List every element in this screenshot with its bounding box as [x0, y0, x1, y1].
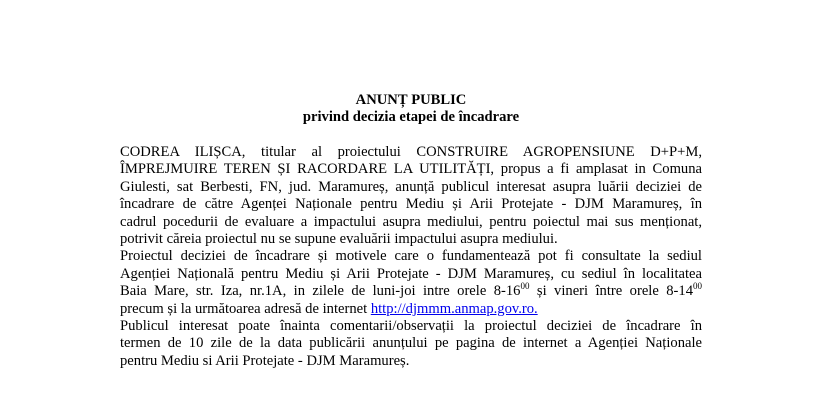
text-line: Giulesti, sat Berbesti, FN, jud. Maramureș, anunță publicul interesat asupra luării deciziei de	[120, 178, 702, 195]
website-intro: precum și la următoarea adresă de internet	[120, 300, 371, 317]
text-line-website	[120, 301, 702, 318]
text-line: încadrare de către Agenței Naționale pentru Mediu și Arii Protejate - DJM Maramureș, în	[120, 196, 702, 213]
hours-text-1: Baia Mare, str. Iza, nr.1A, in zilele de luni-joi intre orele 8-16	[120, 283, 521, 300]
page-title: ANUNȚ PUBLIC	[355, 92, 467, 108]
text-line: cadrul pocedurii de evaluare a impactului asupra mediului, pentru poiectul mai sus menționat,	[120, 213, 702, 230]
text-line: potrivit căreia proiectul nu se supune evaluării impactului asupra mediului.	[120, 231, 558, 248]
paragraph-1	[120, 144, 702, 248]
text-line: pentru Mediu si Arii Protejate - DJM Maramureș.	[120, 352, 410, 369]
text-line: Proiectul deciziei de încadrare și motivele care o fundamentează pot fi consultate la sediul	[120, 248, 702, 265]
hours-text-2: și vineri între orele 8-14	[529, 283, 693, 300]
text-line: CODREA ILIȘCA, titular al proiectului CONSTRUIRE AGROPENSIUNE D+P+M,	[120, 144, 702, 160]
text-line: Agenției Națională pentru Mediu și Arii Protejate - DJM Maramureș, cu sediul în localitatea	[120, 265, 702, 282]
page-subtitle: privind decizia etapei de încadrare	[302, 109, 520, 125]
website-link[interactable]: http://djmmm.anmap.gov.ro.	[370, 300, 538, 317]
paragraph-2	[120, 248, 702, 318]
announcement-body	[120, 144, 702, 370]
text-line: termen de 10 zile de la data publicării anunțului pe pagina de internet a Agenției Naționale	[120, 335, 702, 352]
text-line: ÎMPREJMUIRE TEREN ȘI RACORDARE LA UTILITĂȚI, propus a fi amplasat in Comuna	[120, 161, 702, 178]
paragraph-3	[120, 318, 702, 370]
hours-superscript-2: 00	[693, 281, 702, 292]
text-line-hours	[120, 283, 702, 300]
text-line: Publicul interesat poate înainta comentarii/observații la proiectul deciziei de încadrare în	[120, 318, 702, 335]
hours-superscript-1: 00	[520, 281, 530, 292]
